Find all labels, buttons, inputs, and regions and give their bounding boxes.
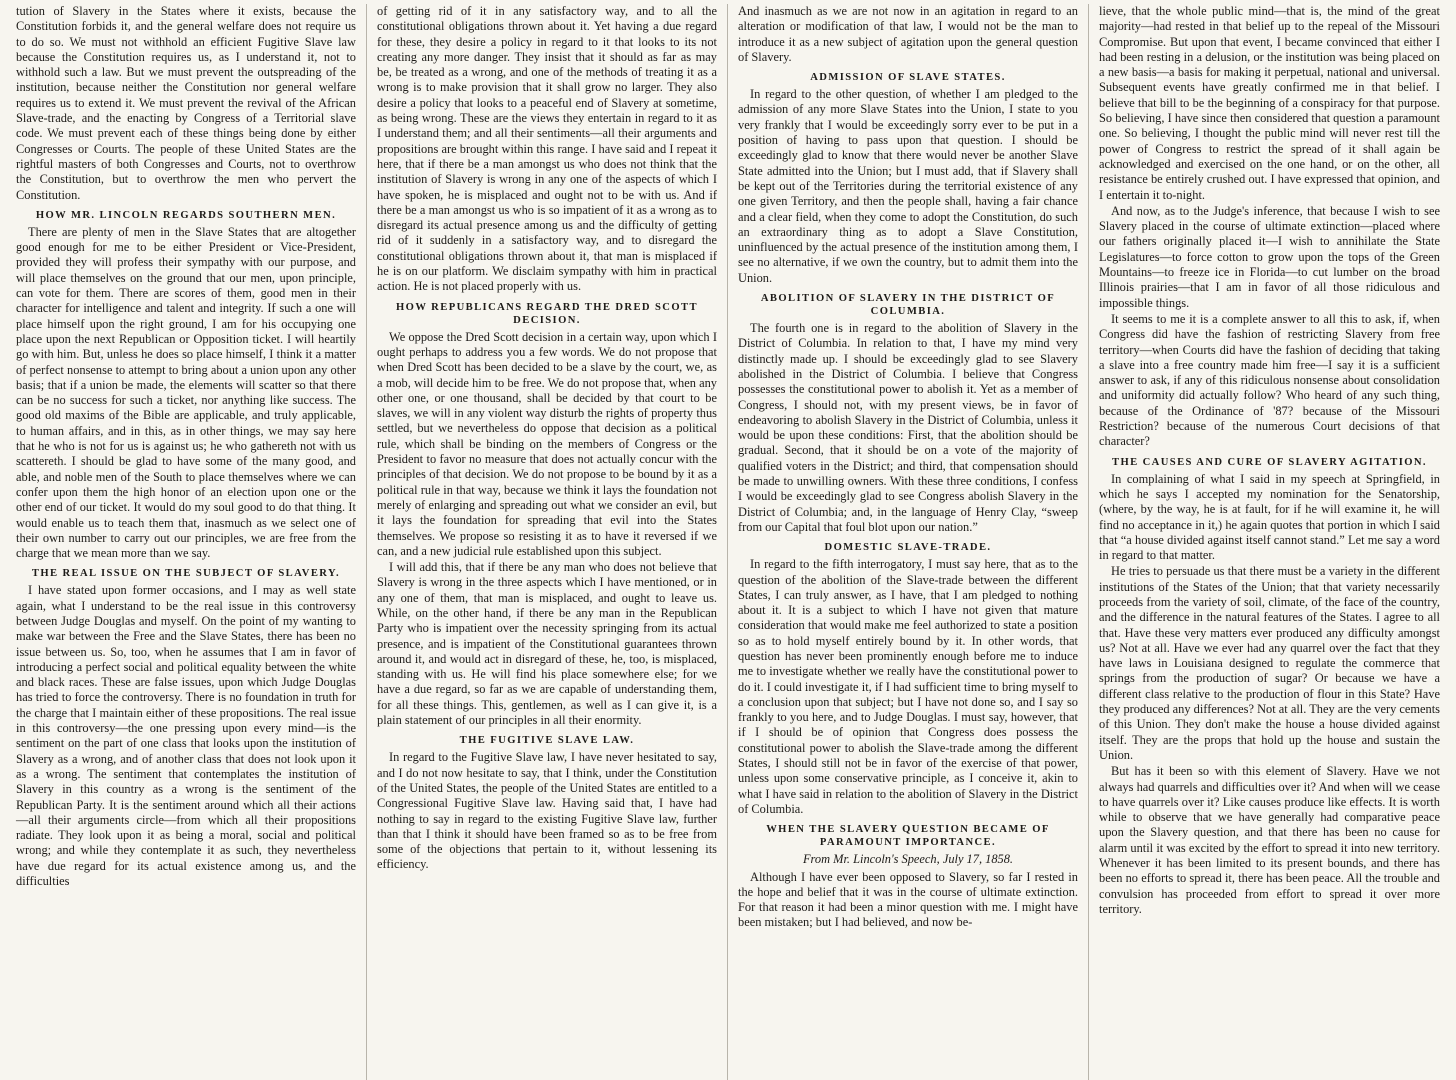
paragraph: of getting rid of it in any satisfactory way, and to all the constitutional obligations thrown about it. Yet having a due regard for these, they desire a policy in regard to it that looks to its not creating any more danger. They insist that it should as far as may be, be treated as a wrong, and one of the methods of treating it as a wrong is to make provision that it shall grow no larger. They also desire a policy that looks to a peaceful end of Slavery at sometime, as being wrong. These are the views they entertain in regard to it as I understand them; and all their sentiments—all their arguments and propositions are brought within this range. I have said and I repeat it here, that if there be a man amongst us who does not think that the institution of Slavery is wrong in any one of the aspects of which I have spoken, he is misplaced and ought not to be with us. And if there be a man amongst us who is so impatient of it as a wrong as to disregard its actual presence among us and the difficulty of getting rid of it suddenly in a satisfactory way, and to disregard the constitutional obligations thrown about it, that man is misplaced if he is on our platform. We disclaim sympathy with him in practical action. He is not placed properly with us. — [377, 4, 717, 294]
column-1 — [6, 4, 367, 1080]
paragraph: He tries to persuade us that there must be a variety in the different institutions of the States of the Union; that that variety necessarily proceeds from the variety of soil, climate, of the face of the country, and the difference in the natural features of the States. I agree to all that. Have these very matters ever produced any difficulty amongst us? Not at all. Have we ever had any quarrel over the fact that they have laws in Louisiana designed to regulate the commerce that springs from the production of sugar? Or because we have a different class relative to the production of flour in this State? Have they produced any differences? Not at all. They are the very cements of this Union. They don't make the house a house divided against itself. They are the props that hold up the house and sustain the Union. — [1099, 564, 1440, 762]
speech-dateline: From Mr. Lincoln's Speech, July 17, 1858. — [802, 852, 1014, 867]
paragraph: And now, as to the Judge's inference, that because I wish to see Slavery placed in the course of ultimate extinction—placed where our fathers originally placed it—I wish to annihilate the State Legislatures—to force cotton to grow upon the tops of the Green Mountains—to freeze ice in Florida—to cut lumber on the broad Illinois prairies—that I am in favor of all those ridiculous and impossible things. — [1099, 203, 1440, 310]
paragraph: Although I have ever been opposed to Slavery, so far I rested in the hope and belief that it was in the course of ultimate extinction. For that reason it had been a minor question with me. I might have been mistaken; but I had believed, and now be- — [738, 869, 1078, 930]
section-heading: DOMESTIC SLAVE-TRADE. — [824, 542, 992, 554]
paragraph: In regard to the other question, of whether I am pledged to the admission of any more Slave States into the Union, I state to you very frankly that I would be exceedingly sorry ever to be put in a position of having to pass upon that question. I should be exceedingly glad to know that there would never be another Slave State admitted into the Union; but I must add, that if Slavery shall be kept out of the Territories during the territorial existence of any one given Territory, and then the people shall, having a fair chance and a clear field, when they come to adopt the Constitution, do such an extraordinary thing as to adopt a Slave Constitution, uninfluenced by the actual presence of the institution among them, I see no alternative, if we own the country, but to admit them into the Union. — [738, 87, 1078, 285]
section-heading: THE FUGITIVE SLAVE LAW. — [459, 735, 635, 747]
section-heading: HOW MR. LINCOLN REGARDS SOUTHERN MEN. — [35, 209, 337, 221]
paragraph: In regard to the fifth interrogatory, I must say here, that as to the question of the abolition of the Slave-trade between the different States, I can truly answer, as I have, that I am pledged to nothing about it. It is a subject to which I have not given that mature consideration that would make me feel authorized to state a position so as to hold myself entirely bound by it. In other words, that question has never been prominently enough before me to induce me to investigate whether we really have the constitutional power to do it. I could investigate it, if I had sufficient time to bring myself to a conclusion upon that subject; but I have not done so, and I say so frankly to you here, and to Judge Douglas. I must say, however, that if I should be of opinion that Congress does possess the constitutional power to abolish the Slave-trade among the different States, I should still not be in favor of the exercise of that power, unless upon some conservative principle, as I conceive it, akin to what I have said in relation to the abolition of Slavery in the District of Columbia. — [738, 557, 1078, 816]
paragraph: The fourth one is in regard to the abolition of Slavery in the District of Columbia. In relation to that, I have my mind very distinctly made up. I should be exceedingly glad to see Slavery abolished in the District of Columbia. I believe that Congress possesses the constitutional power to abolish it. Yet as a member of Congress, I should not, with my present views, be in favor of endeavoring to abolish Slavery in the District of Columbia, unless it would be upon these conditions: First, that the abolition should be gradual. Second, that it should be on a vote of the majority of qualified voters in the District; and third, that compensation should be made to unwilling owners. With these three conditions, I confess I would be exceedingly glad to see Congress abolish Slavery in the District of Columbia; and, in the language of Henry Clay, “sweep from our Capital that foul blot upon our nation.” — [738, 321, 1078, 534]
section-heading: THE REAL ISSUE ON THE SUBJECT OF SLAVERY. — [31, 568, 341, 580]
section-heading: WHEN THE SLAVERY QUESTION BECAME OF PARAMOUNT IMPORTANCE. — [766, 824, 1050, 849]
paragraph: I will add this, that if there be any man who does not believe that Slavery is wrong in the three aspects which I have mentioned, or in any one of them, that man is misplaced, and ought to leave us. While, on the other hand, if there be any man in the Republican Party who is impatient over the necessity springing from its actual presence, and is impatient of the Constitutional guarantees thrown around it, and would act in disregard of these, he, too, is misplaced, standing with us. He will find his place somewhere else; for we have a due regard, so far as we are capable of understanding them, for all these things. This, gentlemen, as well as I can give it, is a plain statement of our principles in all their enormity. — [377, 560, 717, 728]
paragraph: lieve, that the whole public mind—that is, the mind of the great majority—had rested in that belief up to the repeal of the Missouri Compromise. But upon that event, I became convinced that either I had been resting in a delusion, or the institution was being placed on a new basis—a basis for making it perpetual, national and universal. Subsequent events have greatly confirmed me in that belief. I believe that bill to be the beginning of a conspiracy for that purpose. So believing, I have since then considered that question a paramount one. So believing, I thought the public mind will never rest till the power of Congress to restrict the spread of it shall again be acknowledged and exercised on the one hand, or on the other, all resistance be entirely crushed out. I have expressed that opinion, and I entertain it to-night. — [1099, 4, 1440, 202]
section-heading: THE CAUSES AND CURE OF SLAVERY AGITATION. — [1112, 456, 1427, 468]
paragraph: There are plenty of men in the Slave States that are altogether good enough for me to be either President or Vice-President, provided they will profess their sympathy with our purpose, and will place themselves on the ground that our men, upon principle, can vote for them. There are scores of them, good men in their character for intelligence and talent and integrity. If such a one will place himself upon the right ground, I am for his occupying one place upon the next Republican or Opposition ticket. I will heartily go with him. But, unless he does so place himself, I think it a matter of perfect nonsense to attempt to bring about a union upon any other basis; that if a union be made, the elements will scatter so that there can be no success for such a ticket, nor anything like success. The good old maxims of the Bible are applicable, and truly applicable, to human affairs, and in this, as in other things, we may say here that he who is not for us is against us; he who gathereth not with us scattereth. I should be glad to have some of the many good, and able, and noble men of the South to place themselves where we can confer upon them the high honor of an election upon one or the other end of our ticket. It would do my soul good to do that thing. It would enable us to teach them that, inasmuch as we select one of their own number to carry out our principles, we are free from the charge that we mean more than we say. — [16, 224, 356, 561]
column-2 — [367, 4, 728, 1080]
paragraph: It seems to me it is a complete answer to all this to ask, if, when Congress did have the fashion of restricting Slavery from free territory—when Courts did have the fashion of deciding that taking a slave into a free country made him free—I say it is a sufficient answer to ask, if any of this ridiculous nonsense about consolidation and uniformity did actually follow? Who heard of any such thing, because of the Ordinance of '87? because of the Missouri Restriction? because of the numerous Court decisions of that character? — [1099, 311, 1440, 449]
section-heading: ABOLITION OF SLAVERY IN THE DISTRICT OF COLUMBIA. — [760, 293, 1056, 318]
paragraph: tution of Slavery in the States where it exists, because the Constitution forbids it, and the general welfare does not require us to do so. We must not withhold an efficient Fugitive Slave law because the Constitution requires us, as I understand it, not to withhold such a law. But we must prevent the outspreading of the institution, because neither the Constitution nor general welfare requires us to extend it. We must prevent the revival of the African Slave-trade, and the enacting by Congress of a Territorial slave code. We must prevent each of these things being done by either Congresses or Courts. The people of these United States are the rightful masters of both Congresses and Courts, not to overthrow the Constitution, but to overthrow the men who pervert the Constitution. — [16, 4, 356, 202]
paragraph: In complaining of what I said in my speech at Springfield, in which he says I accepted my nomination for the Senatorship, (where, by the way, he is at fault, for if he will examine it, he will find no acceptance in it,) he again quotes that portion in which I said that “a house divided against itself cannot stand.” Let me say a word in regard to that matter. — [1099, 471, 1440, 563]
paragraph: But has it been so with this element of Slavery. Have we not always had quarrels and difficulties over it? And when will we cease to have quarrels over it? Like causes produce like effects. It is worth while to observe that we have generally had comparative peace upon the Slavery question, and that there has been no cause for alarm until it was excited by the effort to spread it into new territory. Whenever it has been limited to its present bounds, and there has been no efforts to spread it, there has been peace. All the trouble and convulsion has proceeded from effort to spread it over more territory. — [1099, 764, 1440, 916]
paragraph: We oppose the Dred Scott decision in a certain way, upon which I ought perhaps to address you a few words. We do not propose that when Dred Scott has been decided to be a slave by the court, we, as a mob, will decide him to be free. We do not propose that, when any other one, or one thousand, shall be decided by that court to be slaves, we will in any violent way disturb the rights of property thus settled, but we nevertheless do oppose that decision as a political rule, which shall be binding on the members of Congress or the President to favor no measure that does not actually concur with the principles of that decision. We do not propose to be bound by it as a political rule in that way, because we think it lays the foundation not merely of enlarging and spreading out what we consider an evil, but it lays the foundation for spreading that evil into the States themselves. We propose so resisting it as to have it reversed if we can, and a new judicial rule established upon this subject. — [377, 329, 717, 558]
section-heading: HOW REPUBLICANS REGARD THE DRED SCOTT DECISION. — [396, 301, 698, 326]
column-4 — [1089, 4, 1450, 1080]
column-3 — [728, 4, 1089, 1080]
paragraph: And inasmuch as we are not now in an agitation in regard to an alteration or modification of that law, I would not be the man to introduce it as a new subject of agitation upon the general question of Slavery. — [738, 4, 1078, 64]
section-heading: ADMISSION OF SLAVE STATES. — [810, 72, 1006, 84]
paragraph: In regard to the Fugitive Slave law, I have never hesitated to say, and I do not now hesitate to say, that I think, under the Constitution of the United States, the people of the United States are entitled to a Congressional Fugitive Slave law. Having said that, I have had nothing to say in regard to the existing Fugitive Slave law, further than that I think it should have been framed so as to be free from some of the objections that pertain to it, without lessening its efficiency. — [377, 750, 717, 872]
paragraph: I have stated upon former occasions, and I may as well state again, what I understand to be the real issue in this controversy between Judge Douglas and myself. On the point of my wanting to make war between the Free and the Slave States, there has been no issue between us. So, too, when he assumes that I am in favor of introducing a perfect social and political equality between the white and black races. These are false issues, upon which Judge Douglas has tried to force the controversy. There is no foundation in truth for the charge that I maintain either of these propositions. The real issue in this controversy—the one pressing upon every mind—is the sentiment on the part of one class that looks upon the institution of Slavery as a wrong, and of another class that does not look upon it as a wrong. The sentiment that contemplates the institution of Slavery in this country as a wrong is the sentiment of the Republican Party. It is the sentiment around which all their actions—all their arguments circle—from which all their propositions radiate. They look upon it as being a moral, social and political wrong; and while they contemplate it as such, they nevertheless have due regard for its actual existence among us, and the difficulties — [16, 583, 356, 889]
